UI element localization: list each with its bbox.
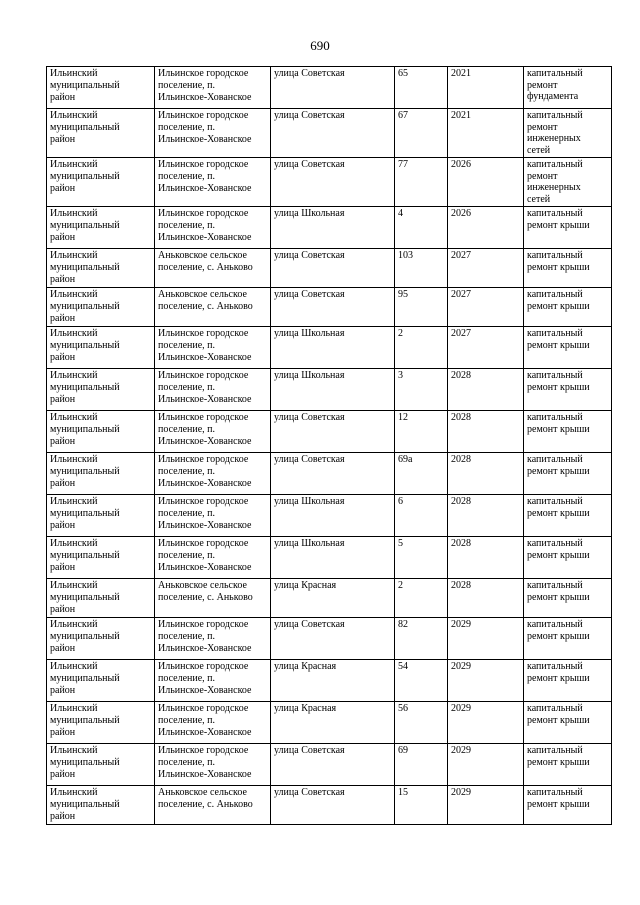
table-row <box>47 158 612 207</box>
settlement-text: Ильинское городское поселение, п. Ильинское-Хованское <box>158 68 252 103</box>
house-text: 5 <box>398 538 403 549</box>
house-number-cell <box>395 158 448 207</box>
street-text: улица Школьная <box>274 208 345 219</box>
settlement-text: Ильинское городское поселение, п. Ильинское-Хованское <box>158 538 252 573</box>
table-row <box>47 411 612 453</box>
table-row <box>47 786 612 825</box>
work-type-cell <box>524 327 612 369</box>
street-cell <box>271 702 395 744</box>
district-cell <box>47 109 155 158</box>
street-cell <box>271 369 395 411</box>
district-cell <box>47 453 155 495</box>
district-cell <box>47 249 155 288</box>
year-text: 2027 <box>451 289 471 300</box>
work-type-cell <box>524 744 612 786</box>
settlement-text: Ильинское городское поселение, п. Ильинское-Хованское <box>158 110 252 145</box>
year-text: 2028 <box>451 370 471 381</box>
table-row <box>47 702 612 744</box>
district-text: Ильинский муниципальный район <box>50 496 120 531</box>
year-cell <box>448 327 524 369</box>
work-text: капитальный ремонт крыши <box>527 208 590 231</box>
district-text: Ильинский муниципальный район <box>50 289 120 324</box>
table-row <box>47 249 612 288</box>
year-cell <box>448 579 524 618</box>
district-text: Ильинский муниципальный район <box>50 110 120 145</box>
year-text: 2027 <box>451 328 471 339</box>
table-row <box>47 288 612 327</box>
house-number-cell <box>395 537 448 579</box>
district-text: Ильинский муниципальный район <box>50 703 120 738</box>
house-text: 15 <box>398 787 408 798</box>
work-type-cell <box>524 411 612 453</box>
district-text: Ильинский муниципальный район <box>50 68 120 103</box>
work-text: капитальный ремонт крыши <box>527 289 590 312</box>
street-text: улица Советская <box>274 619 345 630</box>
year-cell <box>448 453 524 495</box>
street-cell <box>271 207 395 249</box>
house-number-cell <box>395 786 448 825</box>
house-text: 65 <box>398 68 408 79</box>
street-cell <box>271 537 395 579</box>
street-text: улица Советская <box>274 454 345 465</box>
settlement-cell <box>155 327 271 369</box>
house-number-cell <box>395 744 448 786</box>
house-text: 2 <box>398 580 403 591</box>
house-number-cell <box>395 109 448 158</box>
work-text: капитальный ремонт крыши <box>527 538 590 561</box>
settlement-text: Ильинское городское поселение, п. Ильинское-Хованское <box>158 703 252 738</box>
settlement-cell <box>155 411 271 453</box>
house-number-cell <box>395 327 448 369</box>
street-text: улица Советская <box>274 110 345 121</box>
year-text: 2027 <box>451 250 471 261</box>
house-text: 82 <box>398 619 408 630</box>
district-cell <box>47 579 155 618</box>
street-text: улица Советская <box>274 787 345 798</box>
street-text: улица Школьная <box>274 496 345 507</box>
street-text: улица Советская <box>274 68 345 79</box>
work-text: капитальный ремонт крыши <box>527 661 590 684</box>
year-cell <box>448 288 524 327</box>
street-cell <box>271 327 395 369</box>
house-text: 2 <box>398 328 403 339</box>
work-type-cell <box>524 369 612 411</box>
settlement-cell <box>155 288 271 327</box>
street-text: улица Красная <box>274 661 337 672</box>
work-text: капитальный ремонт инженерных сетей <box>527 110 583 156</box>
house-number-cell <box>395 249 448 288</box>
work-text: капитальный ремонт крыши <box>527 250 590 273</box>
street-cell <box>271 660 395 702</box>
settlement-text: Ильинское городское поселение, п. Ильинское-Хованское <box>158 412 252 447</box>
house-text: 77 <box>398 159 408 170</box>
year-text: 2029 <box>451 619 471 630</box>
table-row <box>47 453 612 495</box>
settlement-text: Аньковское сельское поселение, с. Аньково <box>158 580 253 603</box>
street-cell <box>271 453 395 495</box>
work-type-cell <box>524 618 612 660</box>
work-type-cell <box>524 702 612 744</box>
street-text: улица Советская <box>274 412 345 423</box>
table-row <box>47 537 612 579</box>
settlement-cell <box>155 660 271 702</box>
street-text: улица Советская <box>274 289 345 300</box>
house-text: 69 <box>398 745 408 756</box>
work-text: капитальный ремонт фундамента <box>527 68 583 102</box>
work-text: капитальный ремонт крыши <box>527 580 590 603</box>
street-cell <box>271 495 395 537</box>
street-text: улица Школьная <box>274 538 345 549</box>
year-text: 2029 <box>451 787 471 798</box>
settlement-cell <box>155 537 271 579</box>
table-row <box>47 495 612 537</box>
settlement-text: Ильинское городское поселение, п. Ильинское-Хованское <box>158 496 252 531</box>
district-cell <box>47 411 155 453</box>
year-cell <box>448 158 524 207</box>
year-cell <box>448 660 524 702</box>
year-text: 2029 <box>451 745 471 756</box>
settlement-cell <box>155 67 271 109</box>
table-row <box>47 109 612 158</box>
street-text: улица Советская <box>274 250 345 261</box>
table-row <box>47 744 612 786</box>
table-row <box>47 369 612 411</box>
district-text: Ильинский муниципальный район <box>50 250 120 285</box>
street-cell <box>271 67 395 109</box>
work-type-cell <box>524 453 612 495</box>
year-cell <box>448 495 524 537</box>
house-number-cell <box>395 495 448 537</box>
work-text: капитальный ремонт инженерных сетей <box>527 159 583 205</box>
year-cell <box>448 537 524 579</box>
settlement-cell <box>155 249 271 288</box>
work-text: капитальный ремонт крыши <box>527 619 590 642</box>
work-type-cell <box>524 786 612 825</box>
table-row <box>47 67 612 109</box>
house-number-cell <box>395 369 448 411</box>
street-text: улица Красная <box>274 703 337 714</box>
street-cell <box>271 288 395 327</box>
work-text: капитальный ремонт крыши <box>527 454 590 477</box>
district-text: Ильинский муниципальный район <box>50 328 120 363</box>
work-type-cell <box>524 495 612 537</box>
year-text: 2021 <box>451 110 471 121</box>
year-text: 2028 <box>451 580 471 591</box>
district-cell <box>47 369 155 411</box>
district-text: Ильинский муниципальный район <box>50 745 120 780</box>
district-cell <box>47 327 155 369</box>
year-cell <box>448 369 524 411</box>
settlement-cell <box>155 618 271 660</box>
work-text: капитальный ремонт крыши <box>527 496 590 519</box>
street-cell <box>271 158 395 207</box>
year-text: 2021 <box>451 68 471 79</box>
table-row <box>47 579 612 618</box>
district-text: Ильинский муниципальный район <box>50 787 120 822</box>
district-cell <box>47 786 155 825</box>
district-cell <box>47 67 155 109</box>
year-cell <box>448 786 524 825</box>
settlement-cell <box>155 744 271 786</box>
settlement-cell <box>155 453 271 495</box>
house-number-cell <box>395 660 448 702</box>
table-row <box>47 327 612 369</box>
table-body <box>47 67 612 825</box>
settlement-text: Ильинское городское поселение, п. Ильинское-Хованское <box>158 619 252 654</box>
street-text: улица Школьная <box>274 370 345 381</box>
house-text: 69а <box>398 454 413 465</box>
district-text: Ильинский муниципальный район <box>50 619 120 654</box>
house-number-cell <box>395 453 448 495</box>
street-cell <box>271 579 395 618</box>
district-text: Ильинский муниципальный район <box>50 580 120 615</box>
work-text: капитальный ремонт крыши <box>527 703 590 726</box>
work-type-cell <box>524 158 612 207</box>
year-cell <box>448 207 524 249</box>
settlement-text: Ильинское городское поселение, п. Ильинское-Хованское <box>158 454 252 489</box>
street-cell <box>271 411 395 453</box>
work-type-cell <box>524 660 612 702</box>
district-cell <box>47 537 155 579</box>
work-text: капитальный ремонт крыши <box>527 328 590 351</box>
district-text: Ильинский муниципальный район <box>50 661 120 696</box>
year-cell <box>448 744 524 786</box>
settlement-text: Ильинское городское поселение, п. Ильинское-Хованское <box>158 745 252 780</box>
year-cell <box>448 67 524 109</box>
district-cell <box>47 495 155 537</box>
house-text: 56 <box>398 703 408 714</box>
year-cell <box>448 249 524 288</box>
settlement-cell <box>155 158 271 207</box>
house-number-cell <box>395 288 448 327</box>
street-text: улица Красная <box>274 580 337 591</box>
table-row <box>47 618 612 660</box>
house-text: 95 <box>398 289 408 300</box>
work-type-cell <box>524 249 612 288</box>
repair-schedule-table <box>46 66 612 825</box>
year-text: 2028 <box>451 454 471 465</box>
house-number-cell <box>395 411 448 453</box>
work-type-cell <box>524 537 612 579</box>
street-cell <box>271 744 395 786</box>
work-type-cell <box>524 67 612 109</box>
district-cell <box>47 744 155 786</box>
settlement-text: Ильинское городское поселение, п. Ильинское-Хованское <box>158 208 252 243</box>
work-text: капитальный ремонт крыши <box>527 370 590 393</box>
house-text: 54 <box>398 661 408 672</box>
year-cell <box>448 109 524 158</box>
year-text: 2028 <box>451 538 471 549</box>
settlement-cell <box>155 702 271 744</box>
district-cell <box>47 702 155 744</box>
settlement-text: Аньковское сельское поселение, с. Аньково <box>158 289 253 312</box>
house-number-cell <box>395 618 448 660</box>
table-row <box>47 660 612 702</box>
district-cell <box>47 288 155 327</box>
work-type-cell <box>524 207 612 249</box>
year-text: 2028 <box>451 412 471 423</box>
year-text: 2029 <box>451 703 471 714</box>
work-type-cell <box>524 109 612 158</box>
year-cell <box>448 618 524 660</box>
settlement-cell <box>155 579 271 618</box>
district-text: Ильинский муниципальный район <box>50 370 120 405</box>
settlement-cell <box>155 369 271 411</box>
work-type-cell <box>524 579 612 618</box>
district-cell <box>47 660 155 702</box>
year-text: 2029 <box>451 661 471 672</box>
settlement-text: Ильинское городское поселение, п. Ильинское-Хованское <box>158 328 252 363</box>
settlement-text: Ильинское городское поселение, п. Ильинское-Хованское <box>158 661 252 696</box>
house-text: 67 <box>398 110 408 121</box>
settlement-cell <box>155 786 271 825</box>
street-text: улица Советская <box>274 159 345 170</box>
settlement-text: Аньковское сельское поселение, с. Аньково <box>158 787 253 810</box>
house-text: 12 <box>398 412 408 423</box>
street-cell <box>271 618 395 660</box>
street-text: улица Школьная <box>274 328 345 339</box>
house-text: 3 <box>398 370 403 381</box>
house-text: 4 <box>398 208 403 219</box>
work-type-cell <box>524 288 612 327</box>
house-text: 103 <box>398 250 413 261</box>
settlement-cell <box>155 207 271 249</box>
district-text: Ильинский муниципальный район <box>50 454 120 489</box>
house-number-cell <box>395 67 448 109</box>
house-number-cell <box>395 207 448 249</box>
district-cell <box>47 618 155 660</box>
year-cell <box>448 411 524 453</box>
settlement-text: Ильинское городское поселение, п. Ильинское-Хованское <box>158 370 252 405</box>
street-text: улица Советская <box>274 745 345 756</box>
work-text: капитальный ремонт крыши <box>527 745 590 768</box>
settlement-text: Аньковское сельское поселение, с. Аньково <box>158 250 253 273</box>
year-text: 2026 <box>451 159 471 170</box>
year-text: 2028 <box>451 496 471 507</box>
table-row <box>47 207 612 249</box>
house-text: 6 <box>398 496 403 507</box>
settlement-cell <box>155 109 271 158</box>
work-text: капитальный ремонт крыши <box>527 787 590 810</box>
house-number-cell <box>395 579 448 618</box>
settlement-cell <box>155 495 271 537</box>
district-cell <box>47 207 155 249</box>
street-cell <box>271 109 395 158</box>
street-cell <box>271 249 395 288</box>
district-cell <box>47 158 155 207</box>
year-text: 2026 <box>451 208 471 219</box>
street-cell <box>271 786 395 825</box>
work-text: капитальный ремонт крыши <box>527 412 590 435</box>
district-text: Ильинский муниципальный район <box>50 208 120 243</box>
page-number: 690 <box>310 38 330 53</box>
settlement-text: Ильинское городское поселение, п. Ильинское-Хованское <box>158 159 252 194</box>
district-text: Ильинский муниципальный район <box>50 538 120 573</box>
district-text: Ильинский муниципальный район <box>50 159 120 194</box>
house-number-cell <box>395 702 448 744</box>
district-text: Ильинский муниципальный район <box>50 412 120 447</box>
year-cell <box>448 702 524 744</box>
